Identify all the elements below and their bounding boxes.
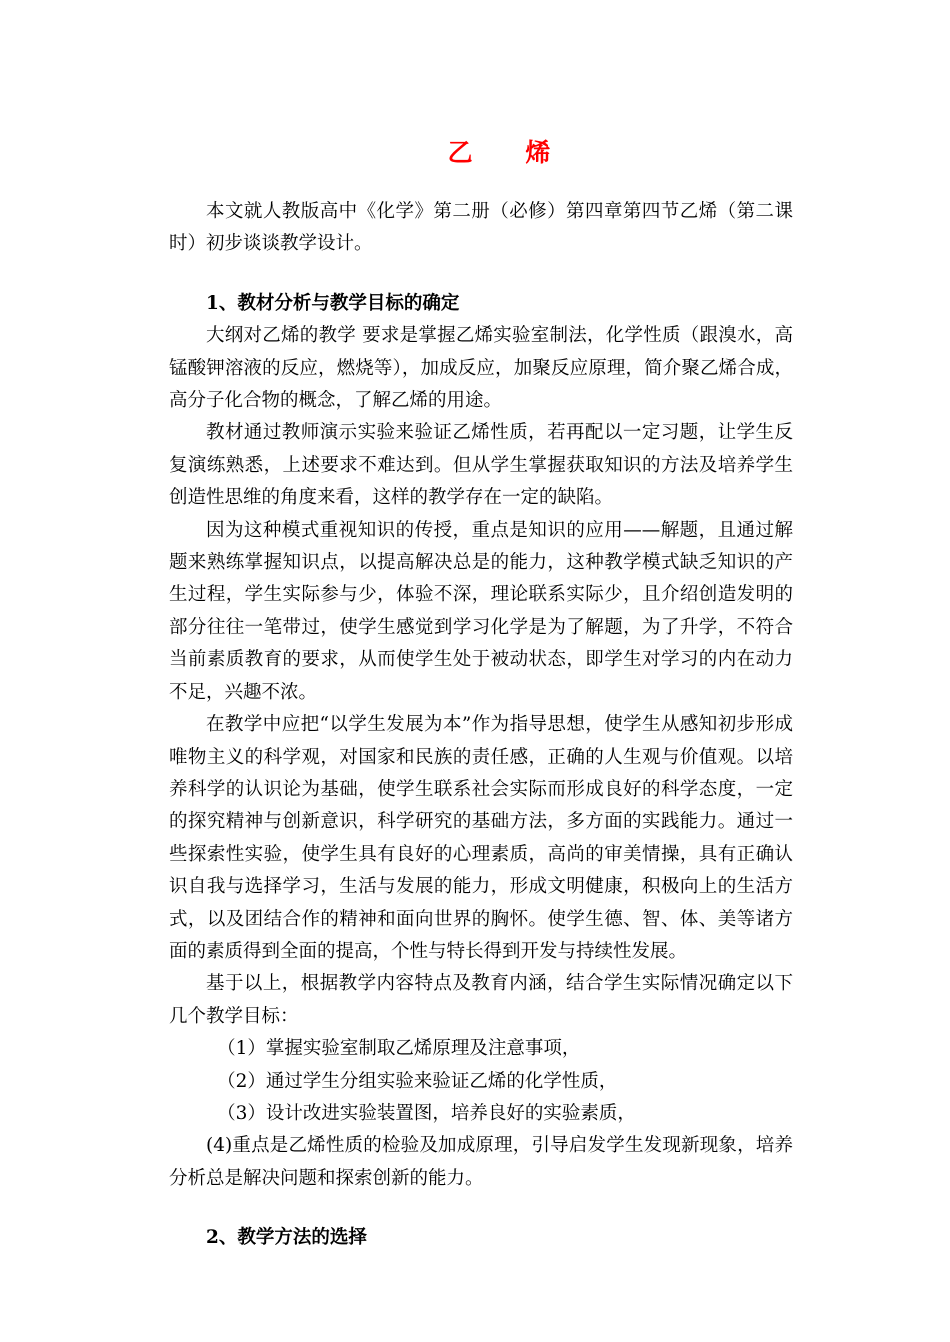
teaching-goals-list [169, 1033, 793, 1195]
section-gap [169, 261, 793, 288]
section1-paragraph-4: 在教学中应把“以学生发展为本”作为指导思想，使学生从感知初步形成唯物主义的科学观，对国家和民族的责任感，正确的人生观与价值观。以培养科学的认识论为基础，使学生联系社会实际而形成良好的科学态度，一定的探究精神与创新意识，科学研究的基础方法，多方面的实践能力。通过一些探索性实验，使学生具有良好的心理素质，高尚的审美情操，具有正确认识自我与选择学习，生活与发展的能力，形成文明健康，积极向上的生活方式，以及团结合作的精神和面向世界的胸怀。使学生德、智、体、美等诸方面的素质得到全面的提高，个性与特长得到开发与持续性发展。 [169, 714, 793, 962]
section1-paragraph-5: 基于以上，根据教学内容特点及教育内涵，结合学生实际情况确定以下几个教学目标： [169, 973, 793, 1027]
section-gap [169, 1195, 793, 1222]
teaching-goal-2: （2）通过学生分组实验来验证乙烯的化学性质， [217, 1070, 618, 1092]
teaching-goal-3: （3）设计改进实验装置图，培养良好的实验素质， [217, 1102, 636, 1124]
teaching-goal-1: （1）掌握实验室制取乙烯原理及注意事项， [217, 1038, 581, 1060]
teaching-goal-4: (4)重点是乙烯性质的检验及加成原理，引导启发学生发现新现象，培养分析总是解决问题和探索创新的能力。 [169, 1135, 793, 1189]
section1-paragraph-3: 因为这种模式重视知识的传授，重点是知识的应用——解题，且通过解题来熟练掌握知识点，以提高解决总是的能力，这种教学模式缺乏知识的产生过程，学生实际参与少，体验不深，理论联系实际少，且介绍创造发明的部分往往一笔带过，使学生感觉到学习化学是为了解题，为了升学，不符合当前素质教育的要求，从而使学生处于被动状态，即学生对学习的内在动力不足，兴趣不浓。 [169, 519, 793, 703]
section1-paragraph-2: 教材通过教师演示实验来验证乙烯性质，若再配以一定习题，让学生反复演练熟悉，上述要求不难达到。但从学生掌握获取知识的方法及培养学生创造性思维的角度来看，这样的教学存在一定的缺陷。 [169, 422, 793, 509]
section2-heading: 2、教学方法的选择 [206, 1227, 367, 1249]
document-body [169, 196, 793, 1255]
intro-paragraph: 本文就人教版高中《化学》第二册（必修）第四章第四节乙烯（第二课时）初步谈谈教学设计。 [169, 201, 793, 255]
section1-heading: 1、教材分析与教学目标的确定 [206, 292, 460, 314]
section1-paragraph-1: 大纲对乙烯的教学 要求是掌握乙烯实验室制法，化学性质（跟溴水，高锰酸钾溶液的反应，燃烧等），加成反应，加聚反应原理，简介聚乙烯合成，高分子化合物的概念，了解乙烯的用途。 [169, 325, 793, 412]
document-title: 乙 烯 [447, 138, 573, 167]
